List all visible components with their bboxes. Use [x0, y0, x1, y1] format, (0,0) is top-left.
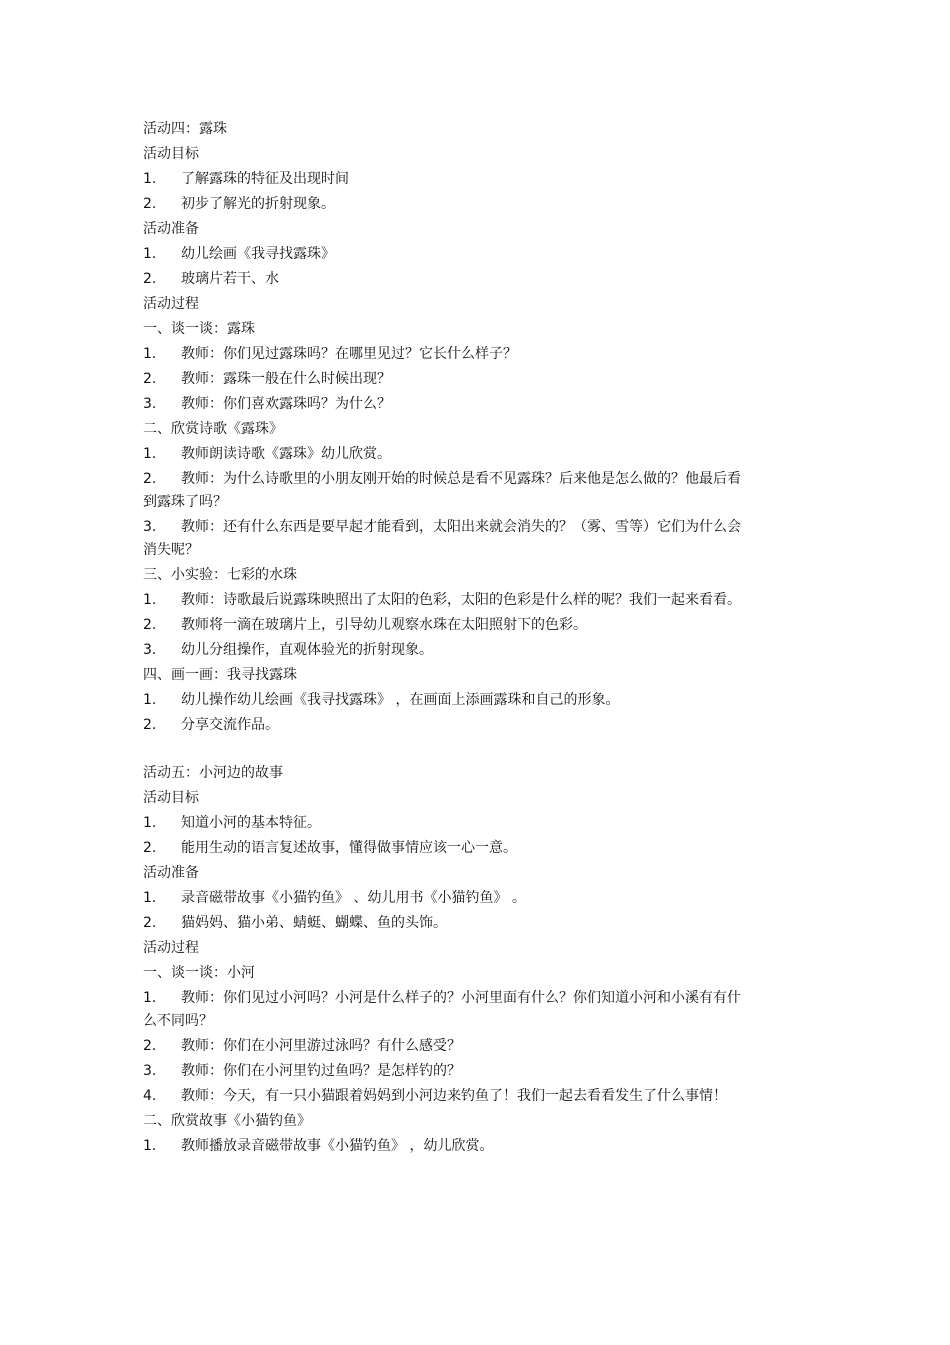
activity-5-process-heading: 活动过程: [143, 940, 199, 956]
item-text: 分享交流作品。: [181, 717, 279, 733]
activity-5-goal-heading: 活动目标: [143, 790, 199, 806]
item-text: 教师：你们喜欢露珠吗？为什么？: [181, 396, 391, 412]
item-number: 1.: [143, 815, 157, 831]
item-number: 1.: [143, 171, 157, 187]
list-item: [143, 443, 743, 468]
list-item: [143, 837, 743, 862]
list-item: [143, 343, 743, 368]
section-heading: 二、欣赏诗歌《露珠》: [143, 421, 283, 437]
list-item: [143, 268, 743, 293]
list-item: [143, 987, 743, 1035]
activity-4-prep-heading: 活动准备: [143, 221, 199, 237]
item-text: 教师：为什么诗歌里的小朋友刚开始的时候总是看不见露珠？后来他是怎么做的？他最后看到露珠了吗？: [143, 471, 741, 510]
item-text: 教师：你们见过小河吗？小河是什么样子的？小河里面有什么？你们知道小河和小溪有有什么不同吗？: [143, 990, 741, 1029]
section-heading: 二、欣赏故事《小猫钓鱼》: [143, 1113, 311, 1129]
item-number: 3.: [143, 642, 157, 658]
list-item: [143, 714, 743, 739]
item-text: 教师：诗歌最后说露珠映照出了太阳的色彩，太阳的色彩是什么样的呢？我们一起来看看。: [181, 592, 741, 608]
list-item: [143, 1135, 743, 1160]
list-item: [143, 193, 743, 218]
list-item: [143, 168, 743, 193]
section-heading: 一、谈一谈：小河: [143, 965, 255, 981]
item-number: 1.: [143, 1138, 157, 1154]
item-number: 1.: [143, 890, 157, 906]
activity-4-goal-heading: 活动目标: [143, 146, 199, 162]
item-number: 1.: [143, 990, 157, 1006]
item-text: 幼儿操作幼儿绘画《我寻找露珠》 ，在画面上添画露珠和自己的形象。: [181, 692, 620, 708]
item-text: 教师：你们在小河里钓过鱼吗？是怎样钓的？: [181, 1063, 461, 1079]
item-number: 2.: [143, 915, 157, 931]
list-item: [143, 589, 743, 614]
document-page: [143, 118, 743, 1160]
activity-5-prep-heading: 活动准备: [143, 865, 199, 881]
list-item: [143, 393, 743, 418]
list-item: [143, 639, 743, 664]
item-text: 幼儿分组操作，直观体验光的折射现象。: [181, 642, 433, 658]
item-text: 幼儿绘画《我寻找露珠》: [181, 246, 335, 262]
item-number: 2.: [143, 196, 157, 212]
item-number: 2.: [143, 717, 157, 733]
item-number: 2.: [143, 840, 157, 856]
item-number: 1.: [143, 692, 157, 708]
item-text: 教师：还有什么东西是要早起才能看到，太阳出来就会消失的？（雾、雪等）它们为什么会消失呢？: [143, 519, 741, 558]
item-number: 1.: [143, 246, 157, 262]
list-item: [143, 468, 743, 516]
section-heading: 三、小实验：七彩的水珠: [143, 567, 297, 583]
activity-4-title: 活动四：露珠: [143, 121, 227, 137]
item-text: 教师朗读诗歌《露珠》幼儿欣赏。: [181, 446, 391, 462]
item-text: 教师播放录音磁带故事《小猫钓鱼》 ，幼儿欣赏。: [181, 1138, 494, 1154]
item-text: 录音磁带故事《小猫钓鱼》 、幼儿用书《小猫钓鱼》 。: [181, 890, 526, 906]
item-text: 教师：露珠一般在什么时候出现？: [181, 371, 391, 387]
item-number: 2.: [143, 1038, 157, 1054]
item-text: 教师：你们见过露珠吗？在哪里见过？它长什么样子？: [181, 346, 517, 362]
item-text: 初步了解光的折射现象。: [181, 196, 335, 212]
list-item: [143, 368, 743, 393]
list-item: [143, 516, 743, 564]
item-text: 知道小河的基本特征。: [181, 815, 321, 831]
item-text: 教师将一滴在玻璃片上，引导幼儿观察水珠在太阳照射下的色彩。: [181, 617, 587, 633]
item-number: 2.: [143, 271, 157, 287]
item-text: 能用生动的语言复述故事，懂得做事情应该一心一意。: [181, 840, 517, 856]
list-item: [143, 1060, 743, 1085]
list-item: [143, 689, 743, 714]
list-item: [143, 614, 743, 639]
list-item: [143, 1035, 743, 1060]
section-heading: 一、谈一谈：露珠: [143, 321, 255, 337]
activity-5-title: 活动五：小河边的故事: [143, 765, 283, 781]
item-number: 2.: [143, 371, 157, 387]
item-text: 玻璃片若干、水: [181, 271, 279, 287]
item-number: 3.: [143, 396, 157, 412]
list-item: [143, 243, 743, 268]
activity-4-process-heading: 活动过程: [143, 296, 199, 312]
item-text: 猫妈妈、猫小弟、蜻蜓、蝴蝶、鱼的头饰。: [181, 915, 447, 931]
item-text: 教师：今天，有一只小猫跟着妈妈到小河边来钓鱼了！我们一起去看看发生了什么事情！: [181, 1088, 727, 1104]
section-heading: 四、画一画：我寻找露珠: [143, 667, 297, 683]
list-item: [143, 812, 743, 837]
item-number: 2.: [143, 471, 157, 487]
list-item: [143, 887, 743, 912]
item-text: 教师：你们在小河里游过泳吗？有什么感受？: [181, 1038, 461, 1054]
spacer: [143, 739, 743, 762]
item-number: 1.: [143, 446, 157, 462]
item-number: 3.: [143, 1063, 157, 1079]
item-number: 3.: [143, 519, 157, 535]
item-number: 1.: [143, 346, 157, 362]
item-number: 1.: [143, 592, 157, 608]
item-number: 4.: [143, 1088, 157, 1104]
list-item: [143, 912, 743, 937]
item-text: 了解露珠的特征及出现时间: [181, 171, 349, 187]
list-item: [143, 1085, 743, 1110]
item-number: 2.: [143, 617, 157, 633]
